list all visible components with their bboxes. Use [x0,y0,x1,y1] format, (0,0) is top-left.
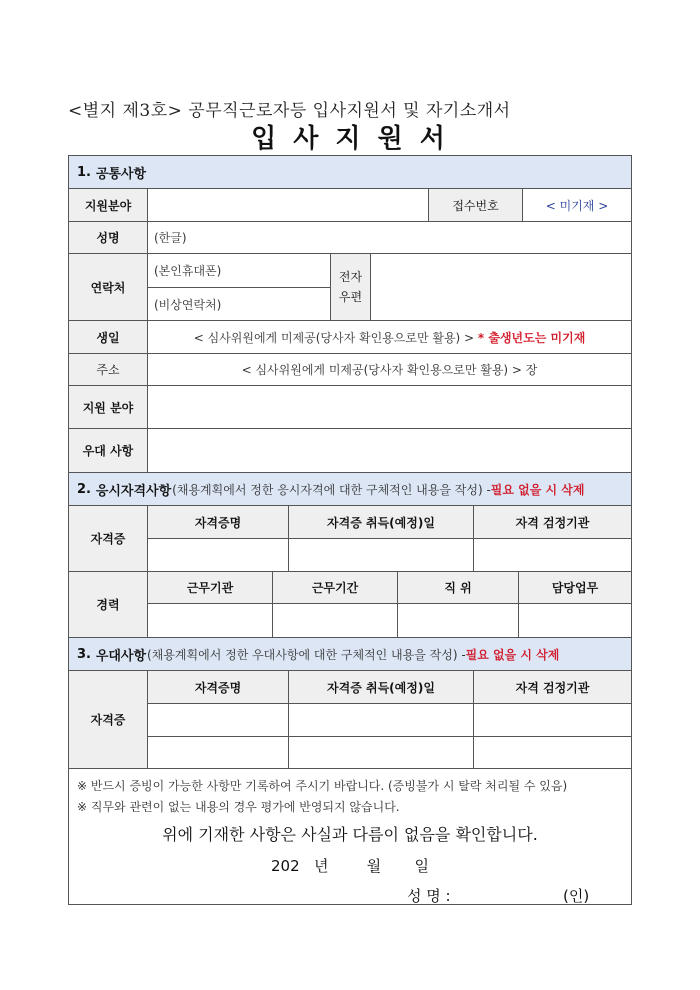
preference-label: 우대 사항 [68,428,148,473]
email-label-line1: 전자 [338,270,363,284]
name-label: 성명 [68,221,148,254]
apply-field2-label: 지원 분야 [68,385,148,429]
section2-title: 응시자격사항 [95,483,172,499]
apply-field-input[interactable] [147,188,429,222]
pref-cert-issuer-input-1[interactable] [473,703,632,737]
confirmation-statement: 위에 기재한 사항은 사실과 다름이 없음을 확인합니다. [162,825,538,844]
birth-warning: * 출생년도는 미기재 [477,330,586,345]
section3-header [68,637,632,671]
birth-note: < 심사위원에게 미제공(당사자 확인용으로만 활용) > [193,330,475,345]
section2-description: (채용계획에서 정한 응시자격에 대한 구체적인 내용을 작성) - [172,482,491,497]
career-col-position: 직 위 [397,571,519,604]
signature-label: 성 명 : [407,887,451,905]
address-label: 주소 [68,353,148,386]
birth-label: 생일 [68,320,148,354]
pref-cert-name-input-1[interactable] [147,703,289,737]
pref-cert-issuer-input-2[interactable] [473,736,632,769]
section3-warning: 필요 없을 시 삭제 [465,647,560,662]
career-label: 경력 [68,571,148,638]
cert-issuer-input[interactable] [473,538,632,572]
cert-name-input[interactable] [147,538,289,572]
section1-title: 공통사항 [95,166,147,182]
section2-number: 2. [77,481,91,497]
email-input[interactable] [370,253,632,321]
career-position-input[interactable] [397,603,519,638]
month-unit: 월 [366,857,382,875]
year-prefix: 202 [271,857,300,875]
seal-mark: (인) [563,887,590,905]
form-subtitle: <별지 제3호> 공무직근로자등 입사지원서 및 자기소개서 [68,101,511,121]
section2-header [68,472,632,506]
career-duty-input[interactable] [518,603,632,638]
page-title: 입 사 지 원 서 [251,124,449,154]
day-unit: 일 [414,857,429,875]
career-col-period: 근무기간 [272,571,398,604]
address-note: < 심사위원에게 미제공(당사자 확인용으로만 활용) > 장 [241,363,538,377]
cert-col-issuer: 자격 검정기관 [473,505,632,539]
relevance-note: ※ 직무와 관련이 없는 내용의 경우 평가에 반영되지 않습니다. [77,800,400,814]
apply-field-label: 지원분야 [68,188,148,222]
section3-number: 3. [77,646,91,662]
cert-col-date: 자격증 취득(예정)일 [288,505,474,539]
pref-cert-col-name: 자격증명 [147,670,289,704]
name-input[interactable]: (한글) [147,221,632,254]
section2-warning: 필요 없을 시 삭제 [490,482,585,497]
declaration-box [68,768,632,905]
section3-cert-label: 자격증 [68,670,148,769]
evidence-note: ※ 반드시 증빙이 가능한 사항만 기록하여 주시기 바랍니다. (증빙불가 시 탈락 처리될 수 있음) [77,779,568,793]
emergency-contact-input[interactable]: (비상연락처) [147,287,331,321]
pref-cert-date-input-1[interactable] [288,703,474,737]
birth-input[interactable] [147,320,632,354]
section2-cert-label: 자격증 [68,505,148,572]
email-label [330,253,371,321]
address-input[interactable] [147,353,632,386]
cert-col-name: 자격증명 [147,505,289,539]
date-line [69,855,631,876]
apply-field2-input[interactable] [147,385,632,429]
career-col-duty: 담당업무 [518,571,632,604]
pref-cert-col-issuer: 자격 검정기관 [473,670,632,704]
pref-cert-col-date: 자격증 취득(예정)일 [288,670,474,704]
pref-cert-date-input-2[interactable] [288,736,474,769]
section3-title: 우대사항 [95,648,147,664]
section1-number: 1. [77,164,91,180]
year-unit: 년 [313,857,329,875]
receipt-number-label: 접수번호 [428,188,523,222]
career-col-org: 근무기관 [147,571,273,604]
cert-date-input[interactable] [288,538,474,572]
section1-header [68,155,632,189]
pref-cert-name-input-2[interactable] [147,736,289,769]
mobile-input[interactable]: (본인휴대폰) [147,253,331,288]
preference-input[interactable] [147,428,632,473]
career-period-input[interactable] [272,603,398,638]
email-label-line2: 우편 [338,290,363,304]
receipt-number-value: < 미기재 > [522,188,632,222]
contact-label: 연락처 [68,253,148,321]
career-org-input[interactable] [147,603,273,638]
section3-description: (채용계획에서 정한 우대사항에 대한 구체적인 내용을 작성) - [147,647,466,662]
